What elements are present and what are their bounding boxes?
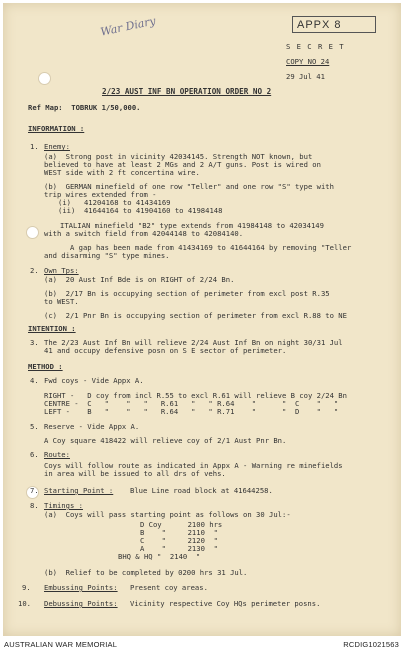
coy-row-right: RIGHT - D coy from incl R.55 to excl R.61 will relieve B coy 2/24 Bn	[44, 391, 347, 400]
intention-heading: INTENTION :	[28, 324, 76, 333]
route-line: in area will be issued to all drs of vehs.	[44, 469, 226, 478]
enemy-line: ITALIAN minefield "B2" type extends from 41984148 to 42034149	[60, 221, 324, 230]
para-number: 9.	[22, 583, 31, 592]
coy-row-left: LEFT - B " " " R.64 " " R.71 " " D " "	[44, 407, 339, 416]
intention-line: The 2/23 Aust Inf Bn will relieve 2/24 Aust Inf Bn on night 30/31 Jul	[44, 338, 343, 347]
para-number: 8.	[30, 501, 39, 510]
route-heading: Route:	[44, 450, 70, 459]
para-number: 4.	[30, 376, 39, 385]
classification: S E C R E T	[286, 42, 345, 51]
fwd-coys: Fwd coys - Vide Appx A.	[44, 376, 144, 385]
enemy-line: and disarming "S" type mines.	[44, 251, 170, 260]
embussing-heading: Embussing Points:	[44, 583, 118, 592]
enemy-heading: Enemy:	[44, 142, 70, 151]
information-heading: INFORMATION :	[28, 124, 85, 133]
handwritten-annotation: War Diary	[99, 14, 157, 39]
coy-row-centre: CENTRE - C " " " R.61 " " R.64 " " C " "	[44, 399, 339, 408]
footer-source: AUSTRALIAN WAR MEMORIAL	[4, 640, 118, 649]
ref-map: Ref Map: TOBRUK 1/50,000.	[28, 103, 141, 112]
enemy-line: (b) GERMAN minefield of one row "Teller" and one row "S" type with	[44, 182, 334, 191]
enemy-line: believed to have at least 2 MGs and 2 A/T guns. Post is wired on	[44, 160, 321, 169]
intention-line: 41 and occupy defensive posn on S E sector of perimeter.	[44, 346, 287, 355]
debussing-heading: Debussing Points:	[44, 599, 118, 608]
enemy-line: WEST side with 2 ft concertina wire.	[44, 168, 200, 177]
document-title: 2/23 AUST INF BN OPERATION ORDER NO 2	[102, 87, 272, 96]
timing-row: D Coy 2100 hrs	[140, 520, 223, 529]
order-date: 29 Jul 41	[286, 72, 325, 81]
timing-row: BHQ & HQ " 2140 "	[118, 552, 201, 561]
enemy-line: (ii) 41644164 to 41904160 to 41984148	[58, 206, 223, 215]
appendix-stamp: APPX 8	[292, 16, 376, 33]
debussing-text: Vicinity respective Coy HQs perimeter posns.	[130, 599, 321, 608]
timings-line: (b) Relief to be completed by 0200 hrs 31 Jul.	[44, 568, 248, 577]
para-number: 5.	[30, 422, 39, 431]
enemy-line: with a switch field from 42044148 to 42084140.	[44, 229, 244, 238]
punch-hole	[38, 72, 51, 85]
own-tps-line: (c) 2/1 Pnr Bn is occupying section of perimeter from excl R.88 to NE	[44, 311, 347, 320]
reserve-line: A Coy square 418422 will relieve coy of 2/1 Aust Pnr Bn.	[44, 436, 287, 445]
para-number: 10.	[18, 599, 31, 608]
para-number: 2.	[30, 266, 39, 275]
own-tps-heading: Own Tps:	[44, 266, 79, 275]
timing-row: A " 2130 "	[140, 544, 218, 553]
para-number: 1.	[30, 142, 39, 151]
reserve-line: Reserve - Vide Appx A.	[44, 422, 140, 431]
para-number: 6.	[30, 450, 39, 459]
para-number: 3.	[30, 338, 39, 347]
method-heading: METHOD :	[28, 362, 63, 371]
enemy-line: (i) 41204168 to 41434169	[58, 198, 171, 207]
footer-id: RCDIG1021563	[343, 640, 399, 649]
enemy-line: A gap has been made from 41434169 to 41644164 by removing "Teller	[70, 243, 352, 252]
para-number: 7.	[30, 486, 39, 495]
timing-row: C " 2120 "	[140, 536, 218, 545]
copy-number: COPY NO 24	[286, 57, 330, 66]
timings-heading: Timings :	[44, 501, 83, 510]
embussing-text: Present coy areas.	[130, 583, 208, 592]
punch-hole	[26, 226, 39, 239]
enemy-line: trip wires extended from -	[44, 190, 157, 199]
starting-point-text: Blue Line road block at 41644258.	[130, 486, 273, 495]
starting-point-heading: Starting Point :	[44, 486, 114, 495]
timings-line: (a) Coys will pass starting point as follows on 30 Jul:-	[44, 510, 291, 519]
own-tps-line: (b) 2/17 Bn is occupying section of perimeter from excl post R.35	[44, 289, 330, 298]
route-line: Coys will follow route as indicated in Appx A - Warning re minefields	[44, 461, 343, 470]
enemy-line: (a) Strong post in vicinity 42034145. Strength NOT known, but	[44, 152, 313, 161]
timing-row: B " 2110 "	[140, 528, 218, 537]
own-tps-line: to WEST.	[44, 297, 79, 306]
own-tps-line: (a) 20 Aust Inf Bde is on RIGHT of 2/24 Bn.	[44, 275, 235, 284]
